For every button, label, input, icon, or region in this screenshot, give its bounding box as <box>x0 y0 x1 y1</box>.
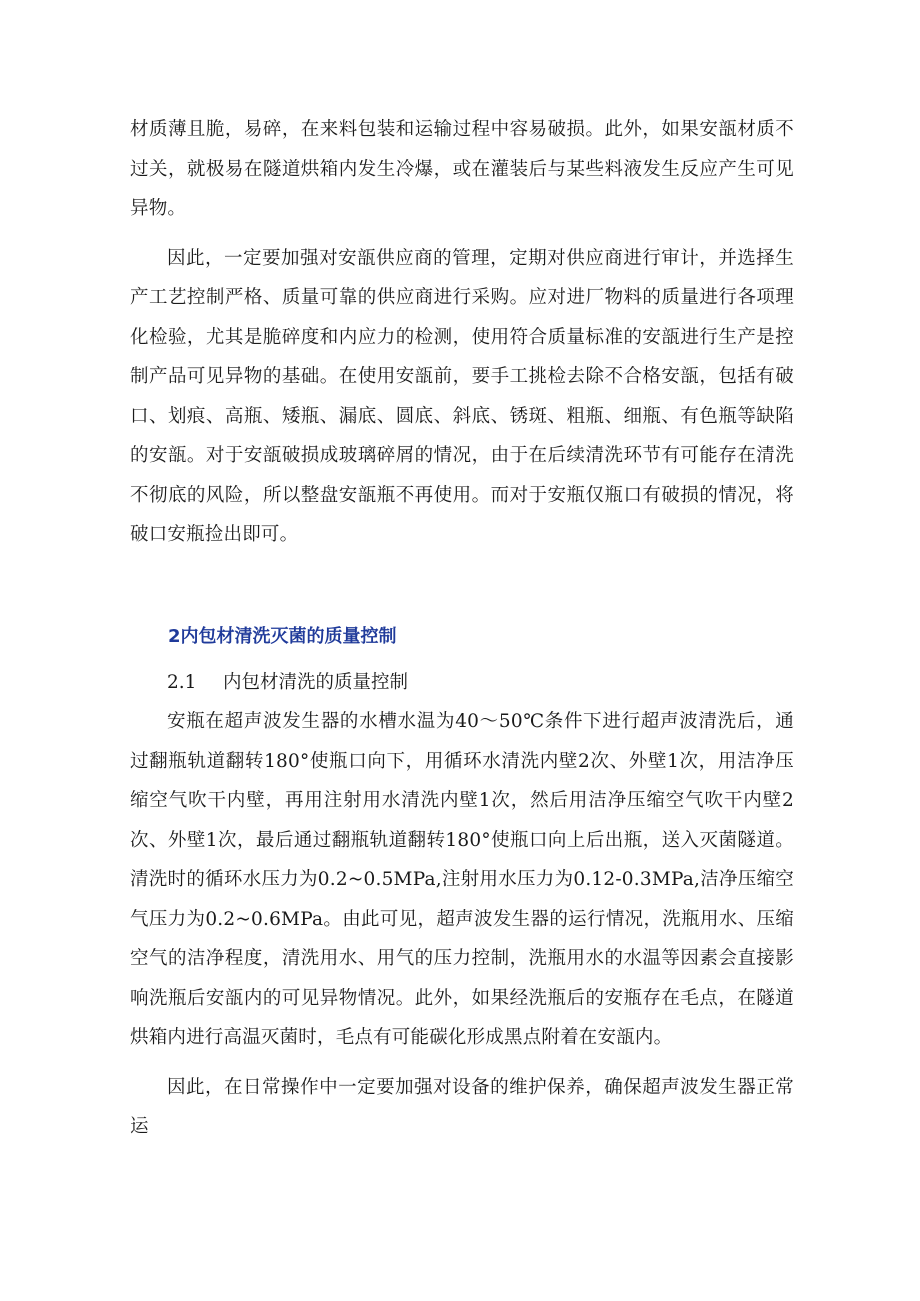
subsection-number: 2.1 <box>167 671 197 693</box>
paragraph-1: 材质薄且脆，易碎，在来料包装和运输过程中容易破损。此外，如果安瓿材质不过关，就极易在隧道烘箱内发生冷爆，或在灌装后与某些料液发生反应产生可见异物。 <box>130 119 794 219</box>
subsection-heading <box>130 663 794 703</box>
paragraph-3: 安瓶在超声波发生器的水槽水温为40～50℃条件下进行超声波清洗后，通过翻瓶轨道翻转180°使瓶口向下，用循环水清洗内壁2次、外壁1次，用洁净压缩空气吹干内壁，再用注射用水清洗内壁1次，然后用洁净压缩空气吹干内壁2次、外壁1次，最后通过翻瓶轨道翻转180°使瓶口向上后出瓶，送入灭菌隧道。清洗时的循环水压力为0.2~0.5MPa,注射用水压力为0.12-0.3MPa,洁净压缩空气压力为0.2~0.6MPa。由此可见，超声波发生器的运行情况，洗瓶用水、压缩空气的洁净程度，清洗用水、用气的压力控制，洗瓶用水的水温等因素会直接影响洗瓶后安瓿内的可见异物情况。此外，如果经洗瓶后的安瓶存在毛点，在隧道烘箱内进行高温灭菌时，毛点有可能碳化形成黑点附着在安瓿内。 <box>130 711 794 1048</box>
subsection-title: 内包材清洗的质量控制 <box>223 671 409 693</box>
paragraph-2: 因此，一定要加强对安瓿供应商的管理，定期对供应商进行审计，并选择生产工艺控制严格、质量可靠的供应商进行采购。应对进厂物料的质量进行各项理化检验，尤其是脆碎度和内应力的检测，使用符合质量标准的安瓿进行生产是控制产品可见异物的基础。在使用安瓿前，要手工挑检去除不合格安瓿，包括有破口、划痕、高瓶、矮瓶、漏底、圆底、斜底、锈斑、粗瓶、细瓶、有色瓶等缺陷的安瓿。对于安瓿破损成玻璃碎屑的情况，由于在后续清洗环节有可能存在清洗不彻底的风险，所以整盘安瓿瓶不再使用。而对于安瓶仅瓶口有破损的情况，将破口安瓶捡出即可。 <box>130 247 794 545</box>
paragraph-4: 因此，在日常操作中一定要加强对设备的维护保养，确保超声波发生器正常运 <box>130 1076 794 1137</box>
section-heading: 2内包材清洗灭菌的质量控制 <box>168 625 397 647</box>
document-page <box>130 110 794 1147</box>
